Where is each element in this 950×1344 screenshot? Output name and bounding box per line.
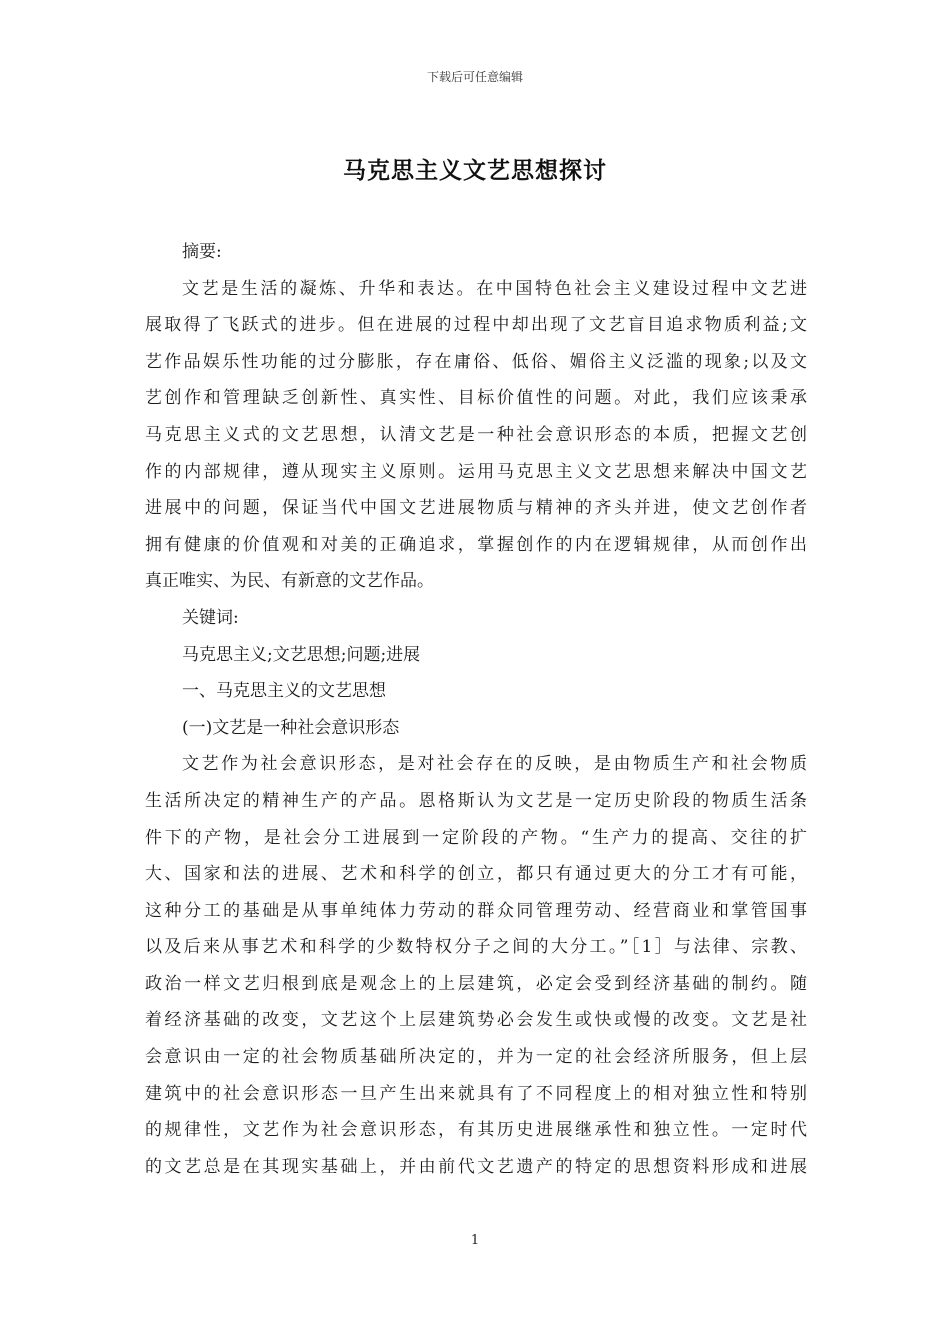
text-line: 大、国家和法的进展、艺术和科学的创立，都只有通过更大的分工才有可能， — [145, 864, 807, 885]
text-line: 真正唯实、为民、有新意的文艺作品。 — [145, 571, 434, 592]
text-line: 这种分工的基础是从事单纯体力劳动的群众同管理劳动、经营商业和掌管国事 — [145, 900, 807, 921]
text-line: 建筑中的社会意识形态一旦产生出来就具有了不同程度上的相对独立性和特别 — [145, 1083, 807, 1104]
page-number: 1 — [470, 1233, 480, 1248]
text-line: 马克思主义式的文艺思想，认清文艺是一种社会意识形态的本质，把握文艺创 — [145, 424, 807, 445]
text-line: 拥有健康的价值观和对美的正确追求，掌握创作的内在逻辑规律，从而创作出 — [145, 534, 807, 555]
text-line: 马克思主义;文艺思想;问题;进展 — [182, 644, 421, 665]
text-line: 文艺作为社会意识形态，是对社会存在的反映，是由物质生产和社会物质 — [182, 754, 807, 775]
text-line: 的文艺总是在其现实基础上，并由前代文艺遗产的特定的思想资料形成和进展 — [145, 1156, 807, 1177]
text-line: 艺创作和管理缺乏创新性、真实性、目标价值性的问题。对此，我们应该秉承 — [145, 388, 807, 409]
text-line: 以及后来从事艺术和科学的少数特权分子之间的大分工。”［1］与法律、宗教、 — [145, 937, 807, 958]
text-line: 件下的产物，是社会分工进展到一定阶段的产物。“生产力的提高、交往的扩 — [145, 827, 807, 848]
text-line: 政治一样文艺归根到底是观念上的上层建筑，必定会受到经济基础的制约。随 — [145, 973, 807, 994]
text-line: 会意识由一定的社会物质基础所决定的，并为一定的社会经济所服务，但上层 — [145, 1047, 807, 1068]
document-body — [145, 234, 807, 1185]
text-line: (一)文艺是一种社会意识形态 — [182, 717, 400, 738]
text-line: 生活所决定的精神生产的产品。恩格斯认为文艺是一定历史阶段的物质生活条 — [145, 790, 807, 811]
header-note: 下载后可任意编辑 — [426, 70, 523, 84]
text-line: 文艺是生活的凝炼、升华和表达。在中国特色社会主义建设过程中文艺进 — [182, 278, 807, 299]
text-line: 艺作品娱乐性功能的过分膨胀，存在庸俗、低俗、媚俗主义泛滥的现象;以及文 — [145, 351, 807, 372]
text-line: 关键词: — [182, 607, 239, 628]
text-line: 的规律性，文艺作为社会意识形态，有其历史进展继承性和独立性。一定时代 — [145, 1120, 807, 1141]
text-line: 着经济基础的改变，文艺这个上层建筑势必会发生或快或慢的改变。文艺是社 — [145, 1010, 807, 1031]
text-line: 作的内部规律，遵从现实主义原则。运用马克思主义文艺思想来解决中国文艺 — [145, 461, 807, 482]
document-title: 马克思主义文艺思想探讨 — [343, 157, 607, 184]
text-line: 摘要: — [182, 242, 222, 262]
text-line: 展取得了飞跃式的进步。但在进展的过程中却出现了文艺盲目追求物质利益;文 — [145, 315, 807, 336]
text-line: 一、马克思主义的文艺思想 — [182, 681, 386, 702]
text-line: 进展中的问题，保证当代中国文艺进展物质与精神的齐头并进，使文艺创作者 — [145, 498, 807, 519]
